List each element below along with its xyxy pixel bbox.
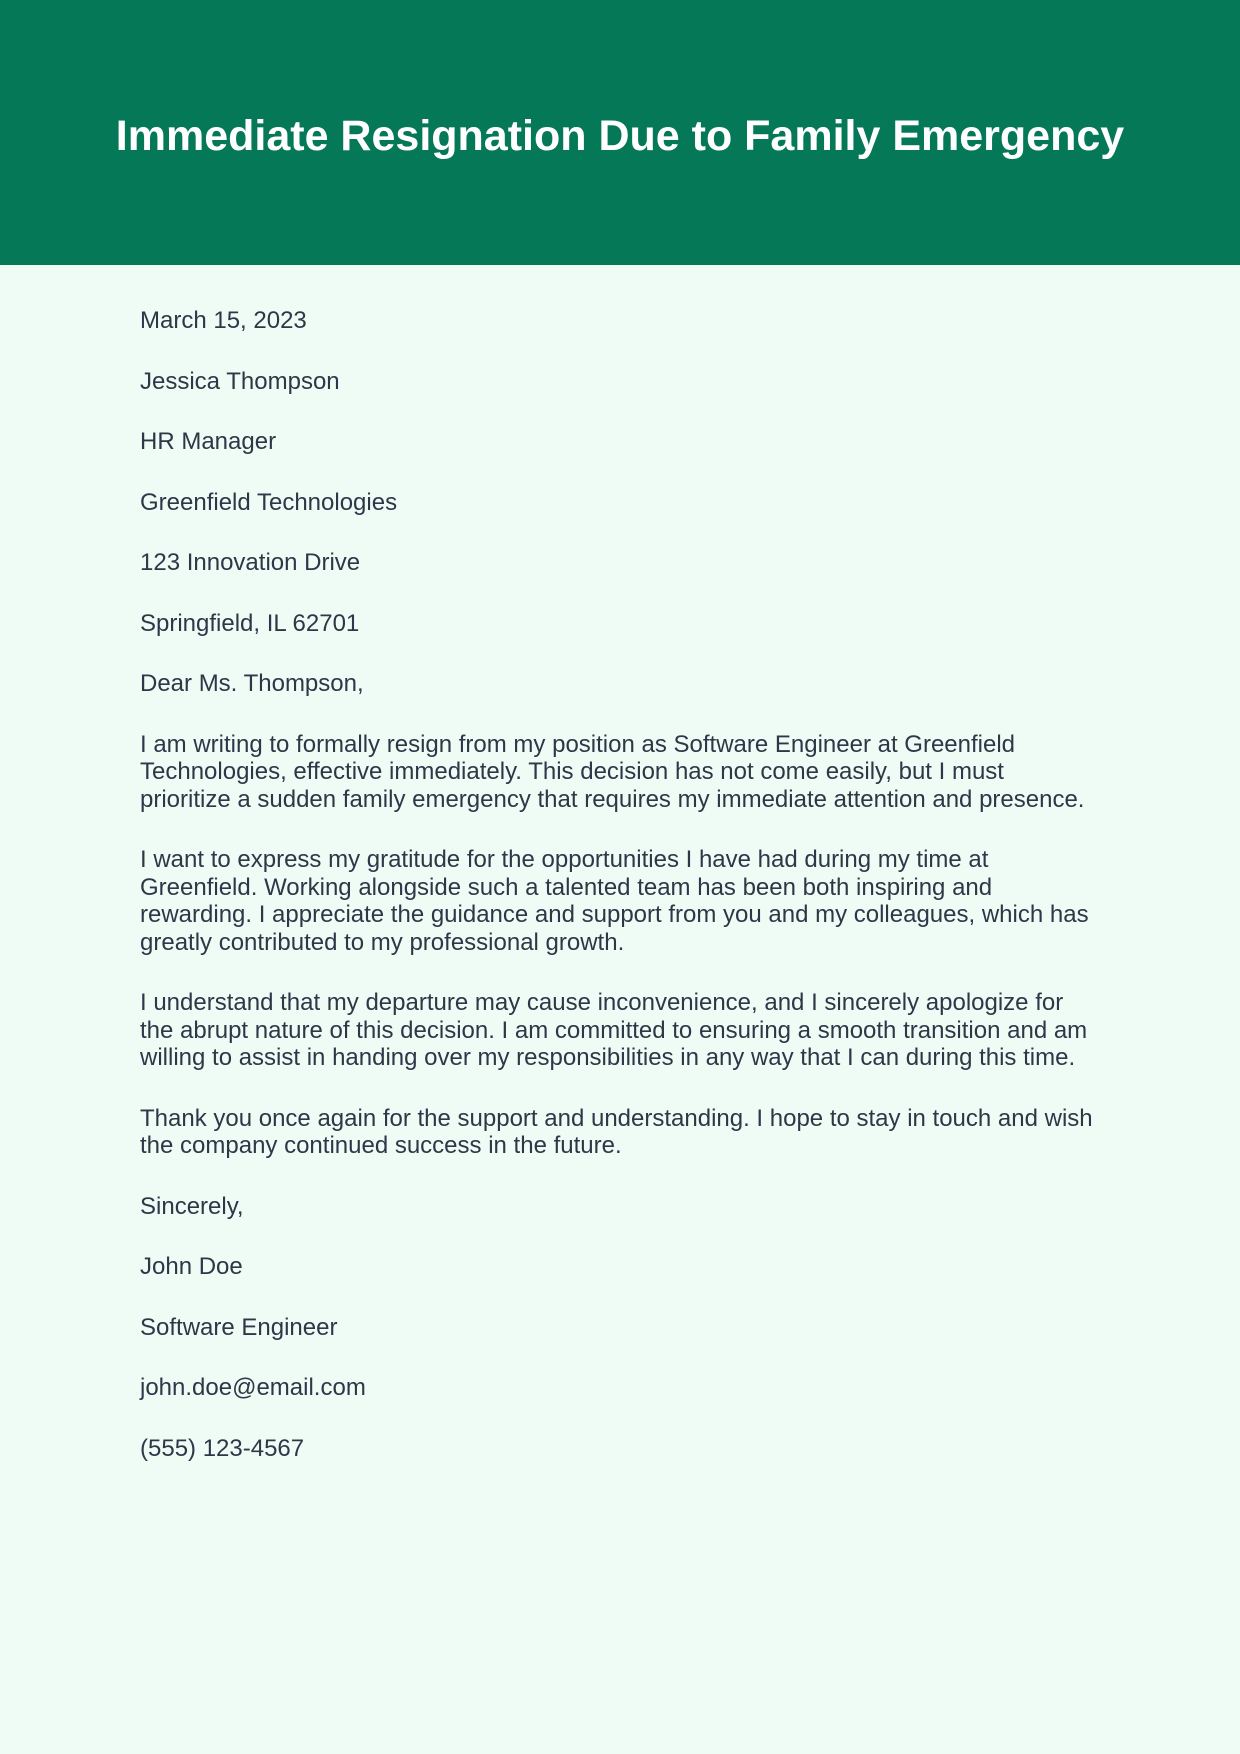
- page-title: Immediate Resignation Due to Family Emergency: [115, 112, 1125, 160]
- recipient-title: HR Manager: [140, 428, 277, 455]
- body-paragraph-3: I understand that my departure may cause inconvenience, and I sincerely apologize for the abrupt nature of this decision. I am committed to ensuring a smooth transition and am willing to assist in handing over my responsibilities in any way that I can during this time.: [140, 989, 1088, 1071]
- letter-body: [140, 307, 1100, 1495]
- recipient-street: 123 Innovation Drive: [140, 549, 361, 576]
- body-paragraph-1: I am writing to formally resign from my position as Software Engineer at Greenfield Technologies, effective immediately. This decision has not come easily, but I must prioritize a sudden family emergency that requires my immediate attention and presence.: [140, 730, 1085, 813]
- header-banner: [0, 0, 1240, 265]
- salutation: Dear Ms. Thompson,: [140, 670, 364, 697]
- body-paragraph-4: Thank you once again for the support and understanding. I hope to stay in touch and wish the company continued success in the future.: [140, 1104, 1093, 1159]
- sender-phone: (555) 123-4567: [140, 1434, 305, 1462]
- body-paragraph-2: I want to express my gratitude for the opportunities I have had during my time at Greenfield. Working alongside such a talented team has been both inspiring and rewarding. I appreciate the guidance and support from you and my colleagues, which has greatly contributed to my professional growth.: [140, 846, 1089, 956]
- sender-title: Software Engineer: [140, 1313, 338, 1341]
- recipient-city-state-zip: Springfield, IL 62701: [140, 609, 360, 637]
- sender-email: john.doe@email.com: [140, 1374, 366, 1401]
- sender-name: John Doe: [140, 1253, 243, 1280]
- recipient-name: Jessica Thompson: [140, 367, 340, 395]
- closing: Sincerely,: [140, 1192, 244, 1220]
- letter-date: March 15, 2023: [140, 307, 307, 334]
- recipient-company: Greenfield Technologies: [140, 488, 398, 516]
